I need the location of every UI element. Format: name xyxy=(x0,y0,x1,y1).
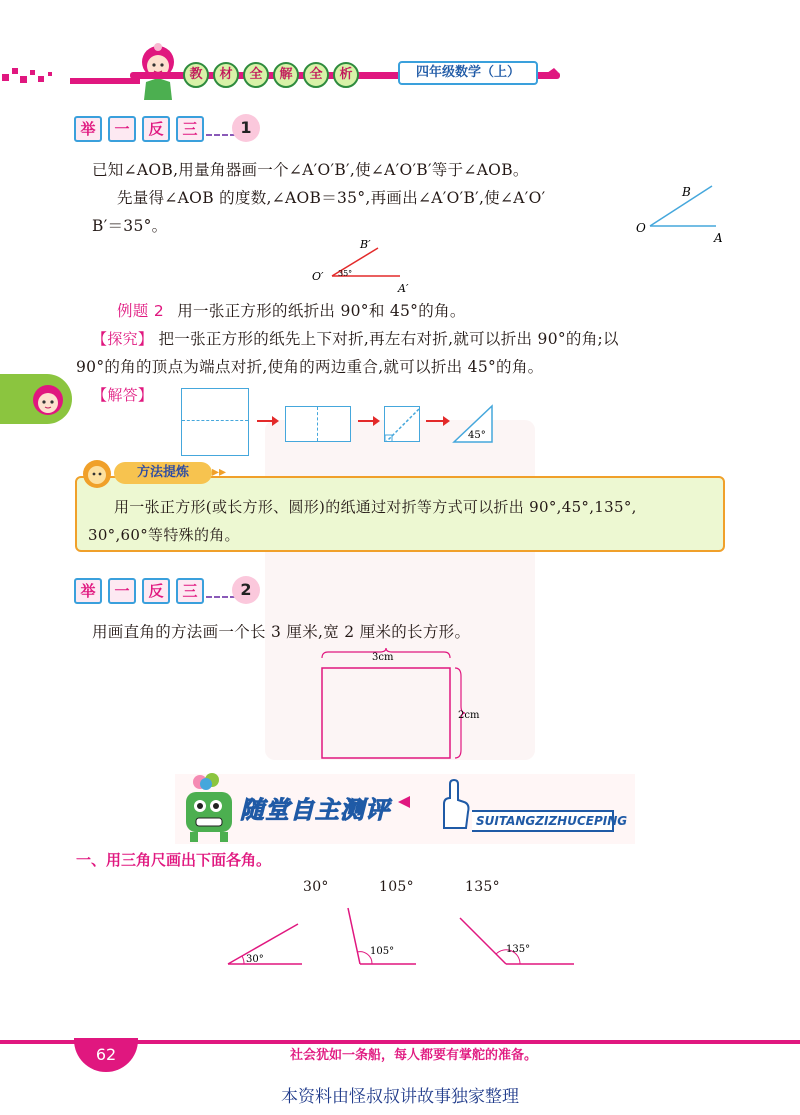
exercise-title: 一、用三角尺画出下面各角。 xyxy=(76,851,272,869)
angle-a1o1b1-figure xyxy=(310,236,420,300)
header xyxy=(0,40,800,110)
pencil-icon xyxy=(538,66,560,80)
arrow-icon xyxy=(426,420,448,422)
angle-aob-figure xyxy=(632,178,732,248)
width-label: 3cm xyxy=(372,652,394,663)
practice1-badge xyxy=(74,112,264,146)
rectangle-figure xyxy=(312,646,492,766)
fig-label-105: 105° xyxy=(370,946,395,957)
practice-number: 1 xyxy=(232,114,260,142)
label-o: O xyxy=(636,221,646,235)
fold-step-1 xyxy=(181,388,249,456)
height-label: 2cm xyxy=(458,710,480,721)
lion-mascot-icon xyxy=(80,458,114,492)
exercise-angle-30: 30° xyxy=(303,879,329,895)
exercise-angle-135: 135° xyxy=(465,879,500,895)
answer-label: 【解答】 xyxy=(92,386,154,404)
pointing-hand-icon xyxy=(432,778,472,834)
explore-label: 探究 xyxy=(107,330,138,348)
page-number: 62 xyxy=(95,1045,117,1064)
banner-arrow-icon xyxy=(398,796,410,808)
method-title: 方法提炼 xyxy=(114,462,212,484)
monster-mascot-icon xyxy=(176,772,244,844)
header-subtitle: 四年级数学（上） xyxy=(398,61,538,85)
practice1-question: 已知∠AOB,用量角器画一个∠A′O′B′,使∠A′O′B′等于∠AOB。 xyxy=(92,161,529,179)
fold-step-3 xyxy=(384,406,420,442)
fold-angle-label: 45° xyxy=(468,430,486,441)
fold-step-4 xyxy=(452,404,494,444)
fig-label-135: 135° xyxy=(506,944,531,955)
label-a: A xyxy=(714,231,723,245)
footer-motto: 社会犹如一条船，每人都要有掌舵的准备。 xyxy=(290,1048,538,1063)
explore-line1: 【探究】 把一张正方形的纸先上下对折,再左右对折,就可以折出 90°的角;以 xyxy=(92,330,619,348)
practice1-answer-line2: B′＝35°。 xyxy=(92,217,168,235)
header-char: 材 xyxy=(213,62,239,88)
footer-credit: 本资料由怪叔叔讲故事独家整理 xyxy=(281,1087,519,1107)
badge-char: 反 xyxy=(142,578,170,604)
badge-char: 三 xyxy=(176,116,204,142)
exercise-angle-105: 105° xyxy=(379,879,414,895)
method-line1: 用一张正方形(或长方形、圆形)的纸通过对折等方式可以折出 90°,45°,135°, xyxy=(114,498,637,516)
exercise-angles-figure xyxy=(220,902,580,974)
badge-char: 反 xyxy=(142,116,170,142)
label-35: 35° xyxy=(338,269,353,278)
arrow-icon xyxy=(358,420,378,422)
practice1-answer-line1: 先量得∠AOB 的度数,∠AOB＝35°,再画出∠A′O′B′,使∠A′O′ xyxy=(117,189,546,207)
practice2-badge xyxy=(74,574,264,608)
badge-char: 举 xyxy=(74,116,102,142)
badge-char: 一 xyxy=(108,578,136,604)
label-o-prime: O′ xyxy=(312,270,324,283)
example-text: 用一张正方形的纸折出 90°和 45°的角。 xyxy=(177,302,466,320)
explore-line2: 90°的角的顶点为端点对折,使角的两边重合,就可以折出 45°的角。 xyxy=(76,358,544,376)
header-char: 析 xyxy=(333,62,359,88)
girl-face-icon xyxy=(30,380,66,418)
example2-line xyxy=(117,296,466,326)
method-arrows: ▸▸ xyxy=(212,464,227,480)
badge-char: 三 xyxy=(176,578,204,604)
label-a-prime: A′ xyxy=(398,282,409,295)
method-line2: 30°,60°等特殊的角。 xyxy=(88,526,240,544)
header-char: 解 xyxy=(273,62,299,88)
practice2-question: 用画直角的方法画一个长 3 厘米,宽 2 厘米的长方形。 xyxy=(92,623,471,641)
badge-char: 举 xyxy=(74,578,102,604)
arrow-icon xyxy=(257,420,277,422)
badge-char: 一 xyxy=(108,116,136,142)
fold-step-2 xyxy=(285,406,351,442)
example-label: 例题 2 xyxy=(117,302,164,320)
header-decoration xyxy=(0,62,140,92)
page-number-badge xyxy=(74,1038,138,1072)
label-b: B xyxy=(682,185,691,199)
fig-label-30: 30° xyxy=(246,954,264,965)
banner-title: 随堂自主测评 xyxy=(240,796,390,824)
side-tab xyxy=(0,374,72,424)
practice-number: 2 xyxy=(232,576,260,604)
banner-pinyin: SUITANGZIZHUCEPING xyxy=(472,810,614,832)
explore-text: 把一张正方形的纸先上下对折,再左右对折,就可以折出 90°的角;以 xyxy=(158,330,619,348)
header-char: 教 xyxy=(183,62,209,88)
label-b-prime: B′ xyxy=(360,238,371,251)
header-char: 全 xyxy=(303,62,329,88)
header-char: 全 xyxy=(243,62,269,88)
